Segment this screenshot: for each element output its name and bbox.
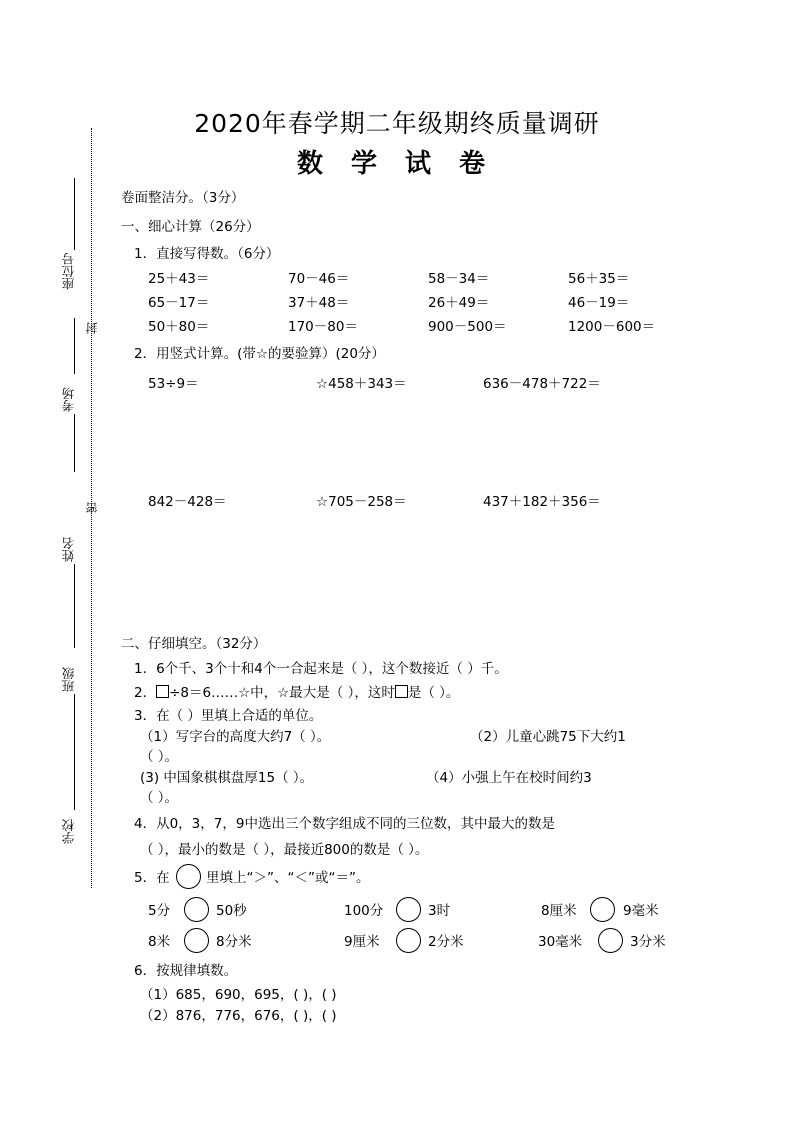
fill-q2-text-end: 是（ ）。: [407, 685, 460, 701]
fill-q2-number: 2．: [134, 685, 157, 701]
compare-right: 9毫米: [623, 903, 659, 919]
fill-q3-item2-blank: （ ）。: [140, 749, 179, 765]
exam-room-blank-2: [74, 414, 75, 472]
fill-q3-item1: （1）写字台的高度大约7（ ）。: [140, 729, 331, 745]
calc-item: 37＋48＝: [288, 295, 350, 311]
calc-item: 50＋80＝: [148, 319, 210, 335]
exam-room-blank: [74, 318, 75, 374]
fill-q5-prefix: 5．在: [134, 870, 170, 886]
fill-q4: 4．从0，3，7，9中选出三个数字组成不同的三位数，其中最大的数是: [134, 816, 555, 832]
fill-q3-item3: (3) 中国象棋棋盘厚15（ ）。: [140, 770, 314, 786]
blank-box-icon: [395, 685, 408, 698]
name-label: 姓名: [61, 537, 76, 562]
fill-q5-text: 里填上“＞”、“＜”或“＝”。: [206, 870, 370, 886]
exam-room-label: 考场: [61, 387, 76, 412]
fill-q6-seq2: （2）876，776，676，( )，( ): [140, 1008, 337, 1024]
calc-item: 46－19＝: [568, 295, 630, 311]
calc-item: 1200－600＝: [568, 319, 656, 335]
vertical-calc-item: ☆458＋343＝: [316, 376, 407, 392]
fill-q4-blanks: （ ），最小的数是（ ），最接近800的数是（ ）。: [140, 842, 429, 858]
subtitle-char: 卷: [459, 149, 486, 179]
compare-circle-icon: [590, 897, 615, 922]
vertical-calc-item: 53÷9＝: [148, 376, 199, 392]
compare-right: 3时: [428, 903, 451, 919]
compare-circle-icon: [184, 897, 209, 922]
compare-left: 100分: [344, 903, 384, 919]
blank-box-icon: [156, 685, 169, 698]
calc-item: 170－80＝: [288, 319, 358, 335]
calc-item: 25＋43＝: [148, 271, 210, 287]
section1-heading: 一、细心计算（26分）: [121, 219, 260, 235]
compare-left: 9厘米: [344, 934, 380, 950]
seal-char-mi: 密: [85, 502, 99, 514]
compare-left: 8米: [148, 934, 171, 950]
subtitle-char: 学: [351, 149, 378, 179]
seal-char-feng: 封: [85, 322, 99, 334]
seat-number-label: 座位号: [61, 252, 76, 290]
fill-q3-item2: （2）儿童心跳75下大约1: [470, 729, 626, 745]
school-label: 学校: [61, 819, 76, 844]
fill-q6: 6．按规律填数。: [134, 963, 238, 979]
neatness-score: 卷面整洁分。（3分）: [121, 190, 245, 206]
page-subtitle: [297, 143, 513, 180]
page-title: 2020年春学期二年级期终质量调研: [194, 109, 600, 138]
compare-right: 2分米: [428, 934, 464, 950]
compare-left: 5分: [148, 903, 171, 919]
compare-circle-icon: [176, 864, 201, 889]
vertical-calc-item: 437＋182＋356＝: [483, 494, 601, 510]
compare-circle-icon: [396, 928, 421, 953]
compare-left: 8厘米: [541, 903, 577, 919]
section2-heading: 二、仔细填空。（32分）: [121, 636, 267, 652]
compare-right: 3分米: [630, 934, 666, 950]
compare-left: 30毫米: [538, 934, 583, 950]
subtitle-char: 数: [297, 149, 324, 179]
class-blank: [74, 694, 75, 810]
fill-q3-item4: （4）小强上午在校时间约3: [426, 770, 592, 786]
calc-item: 900－500＝: [428, 319, 507, 335]
vertical-calc-item: ☆705－258＝: [316, 494, 407, 510]
fill-q6-seq1: （1）685，690，695，( )，( ): [140, 987, 337, 1003]
compare-right: 8分米: [216, 934, 252, 950]
calc-item: 58－34＝: [428, 271, 490, 287]
fill-q2-text: ÷8＝6……☆中，☆最大是（ ），这时: [169, 685, 395, 701]
compare-circle-icon: [598, 928, 623, 953]
compare-circle-icon: [396, 897, 421, 922]
q1-label: 1．直接写得数。（6分）: [134, 246, 280, 262]
compare-circle-icon: [184, 928, 209, 953]
compare-right: 50秒: [216, 903, 247, 919]
fill-q1: 1．6个千、3个十和4个一合起来是（ ），这个数接近（ ）千。: [134, 661, 508, 677]
q2-label: 2．用竖式计算。(带☆的要验算）(20分）: [134, 346, 385, 362]
calc-item: 26＋49＝: [428, 295, 490, 311]
fill-q2: [134, 684, 459, 702]
calc-item: 70－46＝: [288, 271, 350, 287]
vertical-calc-item: 842－428＝: [148, 494, 227, 510]
calc-item: 65－17＝: [148, 295, 210, 311]
subtitle-char: 试: [405, 149, 432, 179]
vertical-calc-item: 636－478＋722＝: [483, 376, 601, 392]
name-blank: [74, 564, 75, 648]
fill-q3: 3．在（ ）里填上合适的单位。: [134, 708, 323, 724]
fill-q3-item4-blank: （ ）。: [140, 790, 179, 806]
calc-item: 56＋35＝: [568, 271, 630, 287]
class-label: 班级: [61, 667, 76, 692]
